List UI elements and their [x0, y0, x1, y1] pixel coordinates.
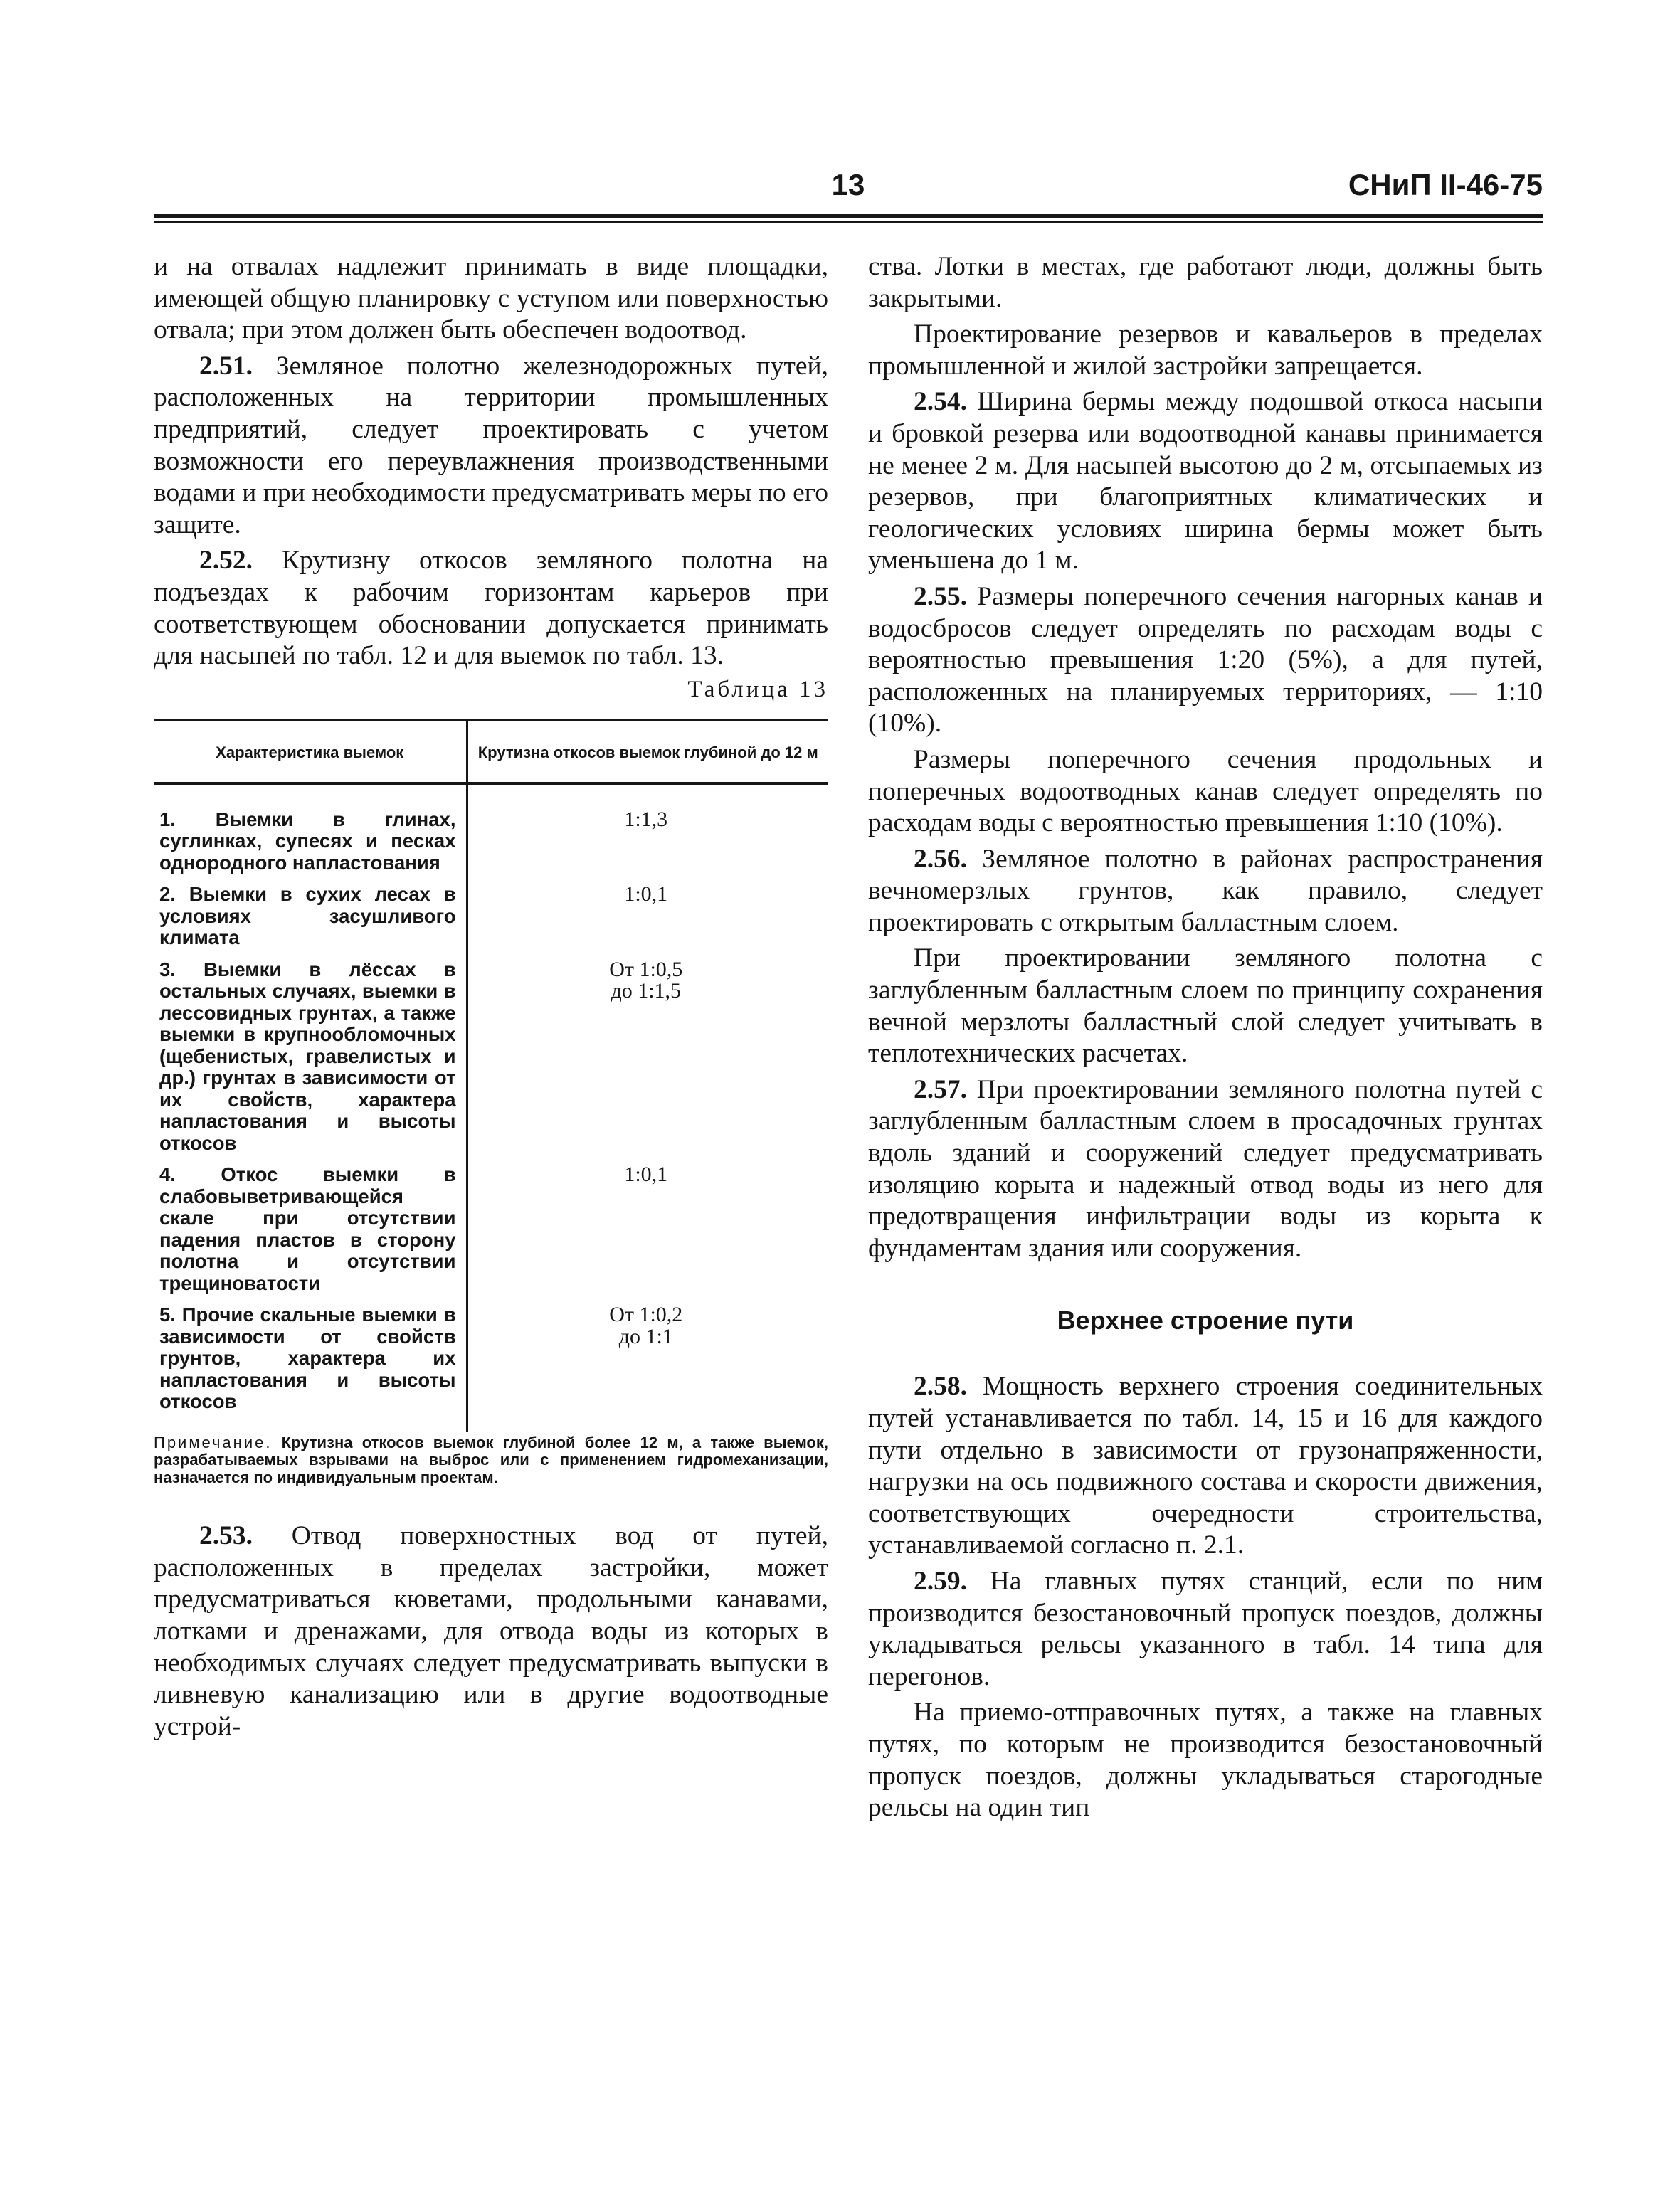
table-cell-slope: 1:0,1 [624, 1163, 668, 1187]
table-row [154, 1161, 828, 1301]
table-cell-slope: От 1:0,2 до 1:1 [609, 1303, 683, 1348]
table-header-row [154, 720, 828, 783]
paragraph-2-53 [154, 1520, 828, 1742]
document-code: СНиП II-46-75 [1348, 168, 1543, 201]
clause-text: На главных путях станций, если по ним производится безостановочный пропуск поездов, должны укладываться рельсы указанного в табл. 14 типа для перегонов. [868, 1566, 1543, 1691]
table-cell-slope: 1:1,3 [624, 807, 668, 831]
clause-text: Размеры поперечного сечения нагорных канав и водосбросов следует определять по расходам воды с вероятностью превышения 1:20 (5%), а для путей, расположенных на планируемых территориях, — 1:10 (10%). [868, 581, 1543, 739]
table-cell-description: 4. Откос выемки в слабовыветривающейся скале при отсутствии падения пластов в сторону полотна и отсутствии трещиноватости [154, 1161, 467, 1301]
table-cell-description: 1. Выемки в глинах, суглинках, супесях и песках однородного напластования [154, 783, 467, 882]
paragraph-2-54 [868, 386, 1543, 577]
page-number: 13 [831, 168, 865, 201]
slopes-table [154, 719, 828, 1432]
paragraph: Размеры поперечного сечения продольных и поперечных водоотводных канав следует определять по расходам воды с вероятностью превышения 1:10 (10%). [868, 744, 1543, 838]
note-label: Примечание. [154, 1433, 273, 1451]
page-header [154, 168, 1543, 218]
clause-text: Земляное полотно железнодорожных путей, расположенных на территории промышленных предприятий, следует проектировать с учетом возможности его переувлажнения производственными водами и при необходимости предусматривать меры по его защите. [154, 351, 828, 539]
clause-number: 2.56. [914, 844, 967, 874]
table-row [154, 881, 828, 956]
table-cell-description: 2. Выемки в сухих лесах в условиях засушливого климата [154, 881, 467, 956]
clause-text: При проектировании земляного полотна путей с заглубленным балластным слоем в просадочных грунтах вдоль зданий и сооружений следует предусматривать изоляцию корыта и надежный отвод воды из него для предотвращения инфильтрации воды из корыта к фундаментам здания или сооружения. [868, 1074, 1543, 1263]
paragraph: При проектировании земляного полотна с заглубленным балластным слоем по принципу сохранения вечной мерзлоты балластный слой следует учитывать в теплотехнических расчетах. [868, 943, 1543, 1069]
paragraph: На приемо-отправочных путях, а также на главных путях, по которым не производится безостановочный пропуск поездов, должны укладываться старогодные рельсы на один тип [868, 1698, 1543, 1823]
table-note [154, 1434, 828, 1487]
table-header-cell: Крутизна откосов выемок глубиной до 12 м [467, 720, 828, 783]
table-header-cell: Характеристика выемок [154, 720, 467, 783]
right-column [868, 251, 1543, 1829]
table-cell-description: 3. Выемки в лёссах в остальных случаях, выемки в лессовидных грунтах, а также выемки в крупнообломочных (щебенистых, гравелистых и др.) грунтах в зависимости от их свойств, характера напластования и высоты откосов [154, 956, 467, 1162]
clause-text: Земляное полотно в районах распространения вечномерзлых грунтов, как правило, следует проектировать с открытым балластным слоем. [868, 844, 1543, 937]
left-column [154, 251, 828, 1747]
clause-number: 2.53. [199, 1521, 253, 1551]
paragraph-2-58 [868, 1371, 1543, 1562]
table-row [154, 1301, 828, 1432]
header-rule-thick [154, 214, 1543, 218]
paragraph-continuation: и на отвалах надлежит принимать в виде площадки, имеющей общую планировку с уступом или поверхностью отвала; при этом должен быть обеспечен водоотвод. [154, 252, 828, 345]
paragraph-2-52 [154, 545, 828, 672]
note-text: Крутизна откосов выемок глубиной более 12 м, а также выемок, разрабатываемых взрывами на выброс или с применением гидромеханизации, назначается по индивидуальным проектам. [154, 1433, 828, 1486]
paragraph-2-56 [868, 844, 1543, 939]
clause-number: 2.58. [914, 1372, 967, 1402]
table-cell-description: 5. Прочие скальные выемки в зависимости от свойств грунтов, характера их напластования и высоты откосов [154, 1301, 467, 1432]
table-cell-slope: От 1:0,5 до 1:1,5 [609, 957, 683, 1003]
paragraph-2-51 [154, 351, 828, 541]
clause-number: 2.55. [914, 581, 967, 611]
paragraph-2-57 [868, 1074, 1543, 1265]
table-caption: Таблица 13 [687, 676, 828, 702]
clause-number: 2.51. [199, 351, 253, 381]
table-row [154, 783, 828, 882]
table-cell-slope: 1:0,1 [624, 882, 668, 906]
paragraph-continuation: ства. Лотки в местах, где работают люди, должны быть закрытыми. [868, 252, 1543, 313]
clause-text: Отвод поверхностных вод от путей, расположенных в пределах застройки, может предусматриваться кюветами, продольными канавами, лотками и дренажами, для отвода воды из которых в необходимых случаях следует предусматривать выпуски в ливневую канализацию или в другие водоотводные устрой- [154, 1521, 828, 1741]
clause-number: 2.54. [914, 387, 967, 417]
clause-text: Мощность верхнего строения соединительных путей устанавливается по табл. 14, 15 и 16 для каждого пути отдельно в зависимости от грузонапряженности, нагрузки на ось подвижного состава и скорости движения, соответствующих очередности строительства, устанавливаемой согласно п. 2.1. [868, 1372, 1543, 1560]
paragraph-2-59 [868, 1566, 1543, 1693]
clause-text: Крутизну откосов земляного полотна на подъездах к рабочим горизонтам карьеров при соответствующем обосновании допускается принимать для насыпей по табл. 12 и для выемок по табл. 13. [154, 546, 828, 671]
paragraph-2-55 [868, 581, 1543, 740]
table-row [154, 956, 828, 1162]
header-rule-thin [154, 221, 1543, 223]
clause-number: 2.52. [199, 546, 253, 576]
clause-number: 2.57. [914, 1074, 967, 1104]
table-body [154, 783, 828, 1432]
paragraph: Проектирование резервов и кавальеров в пределах промышленной и жилой застройки запрещается. [868, 319, 1543, 381]
section-heading: Верхнее строение пути [1057, 1306, 1354, 1335]
clause-number: 2.59. [914, 1566, 967, 1596]
clause-text: Ширина бермы между подошвой откоса насыпи и бровкой резерва или водоотводной канавы принимается не менее 2 м. Для насыпей высотою до 2 м, отсыпаемых из резервов, при благоприятных климатических и геологических условиях ширина бермы может быть уменьшена до 1 м. [868, 387, 1543, 576]
